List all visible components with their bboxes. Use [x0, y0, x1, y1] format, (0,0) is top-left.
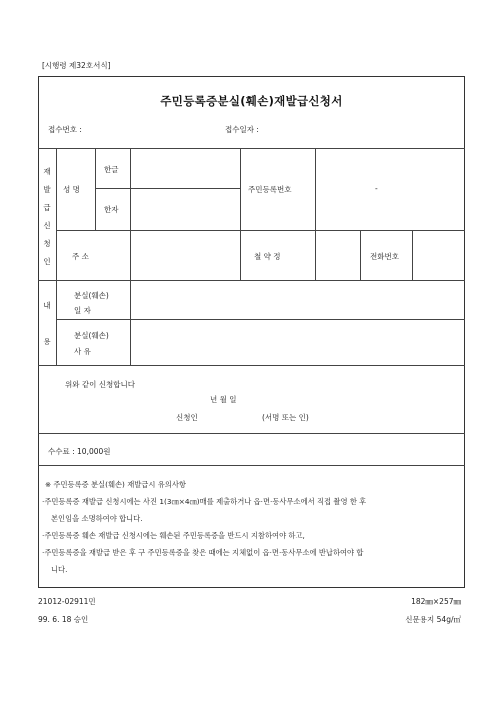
receipt-date-label: 접수일자 : [225, 125, 259, 134]
note-line: ·주민등록증 재발급 신청시에는 사진 1(3㎝×4㎝)매를 제출하거나 읍·면·동사무소에서 직접 촬영 한 후 [42, 497, 367, 506]
note-line: ·주민등록증을 재발급 받은 후 구 주민등록증을 찾은 때에는 지체없이 읍·면·동사무소에 반납하여야 합 [42, 548, 364, 557]
divider [56, 319, 465, 320]
name-label: 성 명 [63, 185, 80, 194]
footer-approval: 99. 6. 18 승인 [38, 615, 89, 624]
declaration-text: 위와 같이 신청합니다 [65, 380, 135, 389]
hangul-label: 한글 [104, 165, 119, 174]
form-title: 주민등록증분실(훼손)재발급신청서 [160, 94, 343, 108]
section-label-char: 재 [43, 167, 51, 176]
rrn-dash: - [375, 184, 378, 193]
divider [38, 148, 465, 149]
note-line: ·주민등록증 훼손 재발급 신청시에는 훼손된 주민등록증을 반드시 지참하여야 하고, [42, 531, 305, 540]
footer-paper-type: 신문용지 54g/㎡ [405, 615, 461, 624]
address-label: 주 소 [72, 252, 89, 261]
divider [412, 230, 413, 280]
divider [38, 465, 465, 466]
divider [240, 148, 241, 280]
divider [38, 280, 465, 281]
divider [130, 148, 131, 365]
section-label-char: 발 [43, 185, 51, 194]
sign-note: (서명 또는 인) [262, 413, 309, 422]
divider [38, 433, 465, 434]
divider [360, 230, 361, 280]
footer-paper-size: 182㎜×257㎜ [411, 597, 461, 606]
section-label-char: 청 [43, 239, 51, 248]
section-label-char: 신 [43, 221, 51, 230]
rrn-label: 주민등록번호 [248, 185, 292, 194]
fingerprint-label: 철 약 정 [254, 252, 281, 261]
section-label-char: 용 [43, 337, 51, 346]
note-line: 본인임을 소명하여야 합니다. [51, 514, 143, 523]
footer-form-code: 21012-02911민 [38, 597, 96, 606]
declaration-date-line: 년 월 일 [210, 395, 237, 404]
divider [315, 148, 316, 230]
form-number: [시행령 제32호서식] [42, 61, 111, 70]
phone-label: 전화번호 [370, 252, 399, 261]
section-label-char: 내 [43, 301, 51, 310]
lost-reason-label: 분실(훼손) [74, 331, 109, 340]
section-label-char: 인 [43, 257, 51, 266]
applicant-sign-label: 신청인 [176, 413, 198, 422]
lost-reason-label: 사 유 [74, 347, 91, 356]
notes-heading: ※ 주민등록증 분실(훼손) 재발급시 유의사항 [45, 480, 186, 489]
lost-date-label: 분실(훼손) [74, 291, 109, 300]
lost-date-label: 일 자 [74, 306, 91, 315]
section-label-char: 급 [43, 203, 51, 212]
divider [56, 230, 465, 231]
fee-label: 수수료 : 10,000원 [48, 447, 111, 456]
divider [315, 230, 316, 280]
divider [56, 148, 57, 365]
divider [38, 365, 465, 366]
note-line: 니다. [51, 565, 68, 574]
hanja-label: 한자 [104, 205, 119, 214]
divider [95, 188, 240, 189]
receipt-number-label: 접수번호 : [48, 125, 82, 134]
divider [95, 148, 96, 230]
